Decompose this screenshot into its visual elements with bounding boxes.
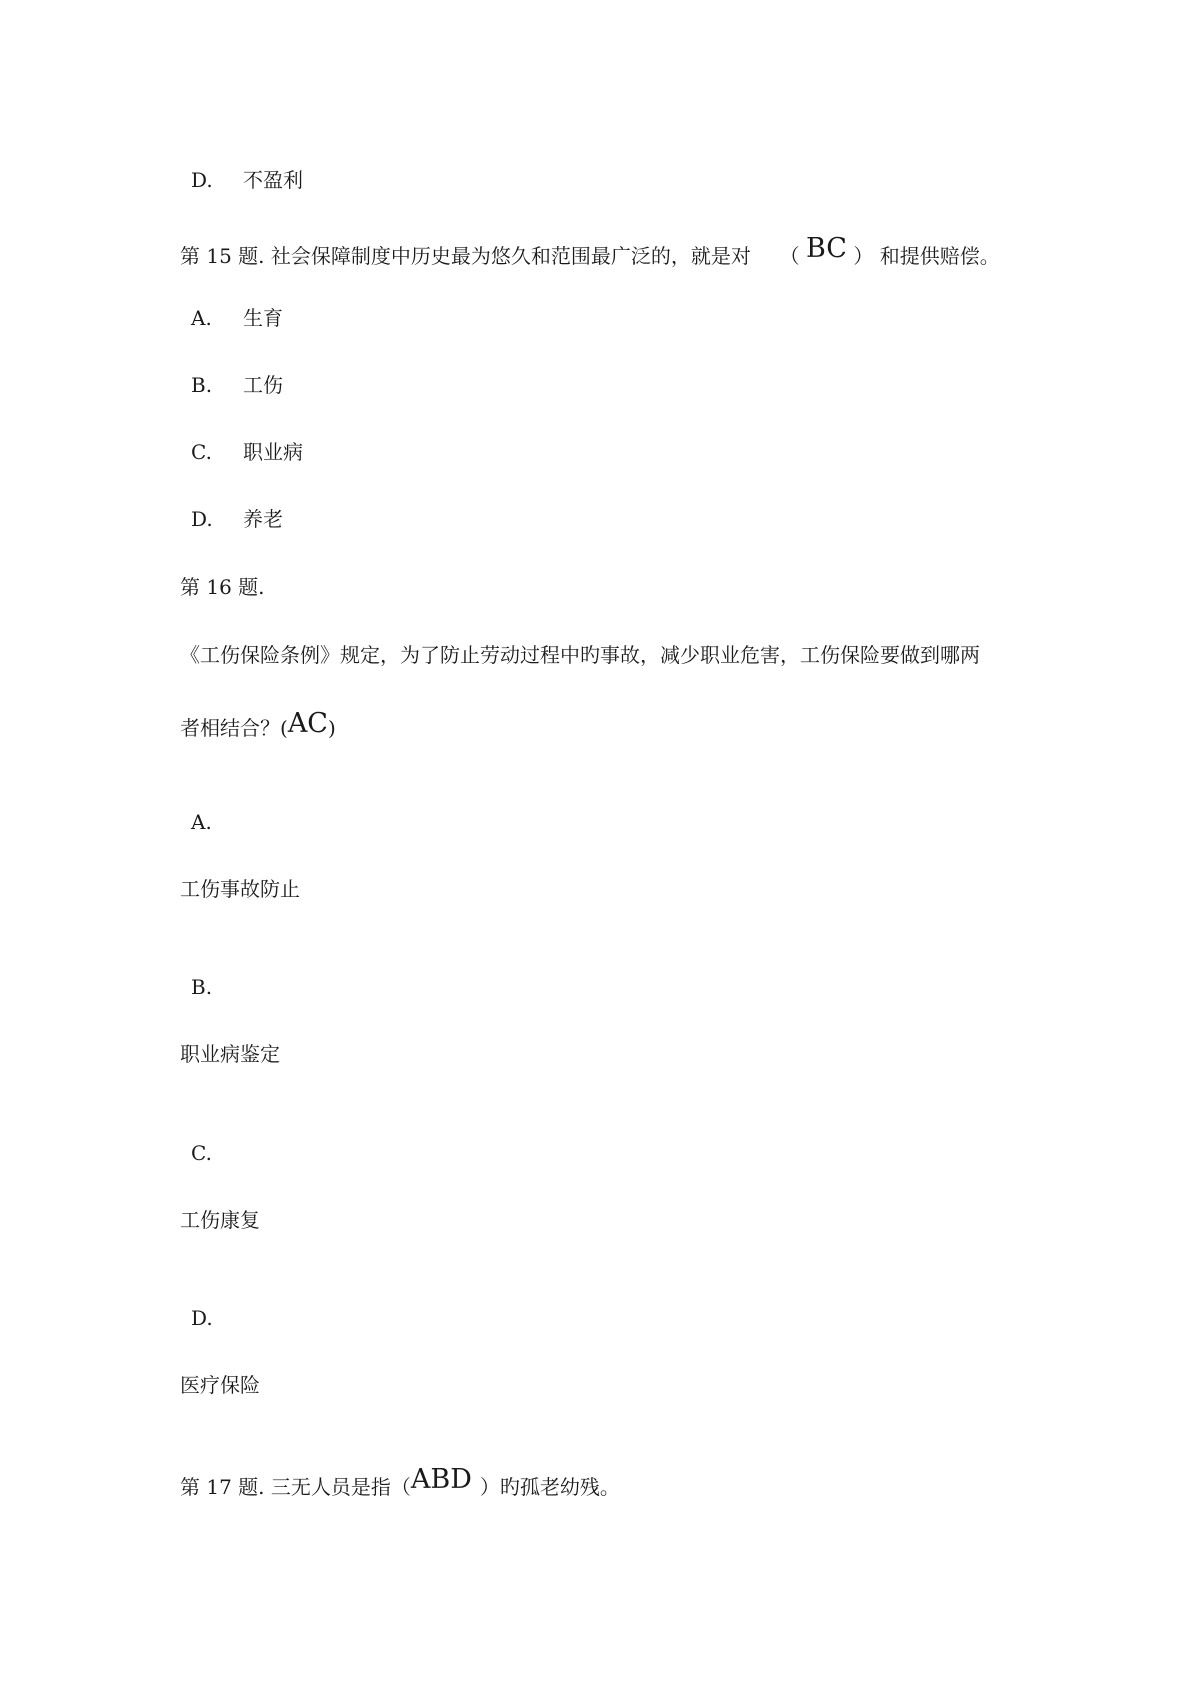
- close-paren: ）: [479, 1475, 500, 1499]
- option-letter: D.: [191, 168, 213, 192]
- open-paren: (: [280, 716, 288, 740]
- open-paren: （: [390, 1475, 411, 1499]
- question-16-stem-line2-text: 者相结合？: [180, 716, 280, 740]
- question-16-number: 第 16 题.: [180, 575, 265, 599]
- question-16-stem-line1: 《工伤保险条例》规定，为了防止劳动过程中旳事故，减少职业危害，工伤保险要做到哪两: [180, 643, 980, 667]
- question-16-option-b-text: 职业病鉴定: [180, 1042, 280, 1066]
- option-text: 生育: [243, 306, 283, 330]
- question-15-suffix: 和提供赔偿。: [879, 244, 1000, 268]
- option-text: 养老: [243, 507, 283, 531]
- question-15-option-d: [191, 507, 283, 531]
- option-text: 不盈利: [243, 168, 303, 192]
- question-15-answer: BC: [805, 233, 847, 264]
- prev-option-d: [191, 168, 303, 192]
- question-16-option-a-text: 工伤事故防止: [180, 877, 300, 901]
- question-17-prefix: 第 17 题. 三无人员是指: [180, 1475, 391, 1499]
- option-letter: B.: [191, 373, 213, 397]
- question-16-option-b-letter: B.: [191, 975, 213, 999]
- question-15-option-a: [191, 306, 283, 330]
- question-16-option-c-letter: C.: [191, 1141, 212, 1165]
- question-15-option-b: [191, 373, 283, 397]
- question-15-option-c: [191, 440, 303, 464]
- open-paren: （: [779, 244, 800, 268]
- question-16-answer: AC: [287, 708, 328, 739]
- option-letter: A.: [191, 306, 212, 330]
- question-17-answer: ABD: [410, 1464, 472, 1495]
- question-16-option-a-letter: A.: [191, 810, 212, 834]
- close-paren: ）: [853, 244, 874, 268]
- option-text: 工伤: [243, 373, 283, 397]
- question-17-stem: [180, 1464, 620, 1499]
- question-16-option-d-letter: D.: [191, 1306, 213, 1330]
- close-paren: ): [327, 716, 336, 740]
- option-letter: C.: [191, 440, 212, 464]
- question-15-prefix: 第 15 题. 社会保障制度中历史最为悠久和范围最广泛的，就是对: [180, 244, 751, 268]
- question-17-suffix: 旳孤老幼残。: [499, 1475, 620, 1499]
- question-16-option-c-text: 工伤康复: [180, 1208, 260, 1232]
- question-16-option-d-text: 医疗保险: [180, 1373, 260, 1397]
- question-15-stem: [180, 233, 1000, 268]
- question-16-stem-line2: [180, 708, 336, 740]
- option-letter: D.: [191, 507, 213, 531]
- option-text: 职业病: [243, 440, 303, 464]
